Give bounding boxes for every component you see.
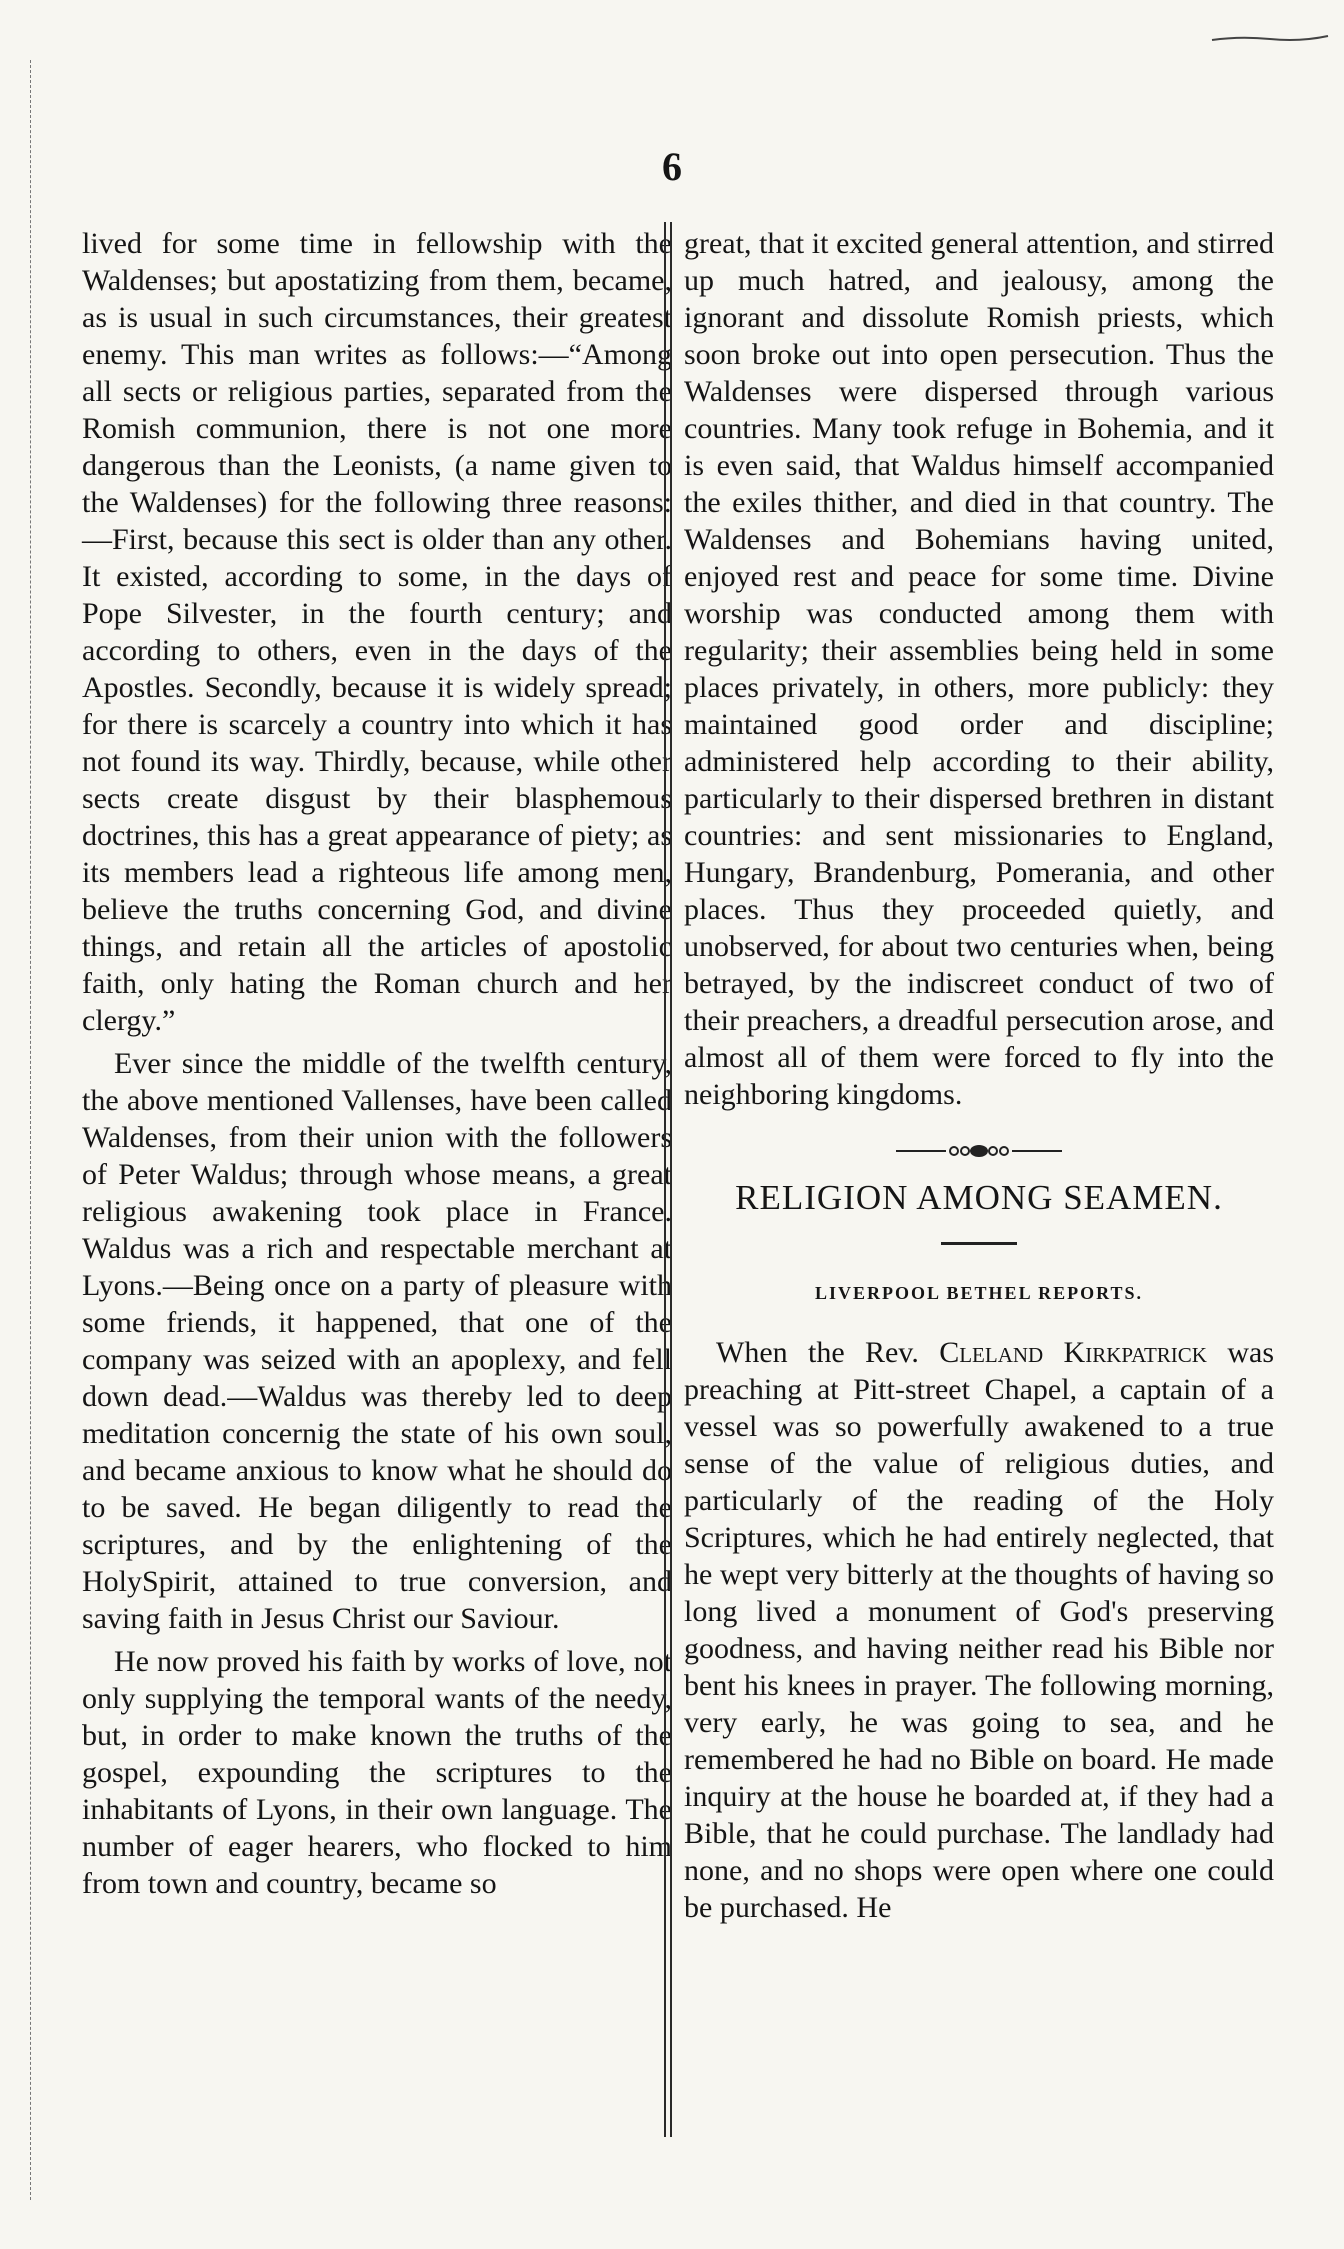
- right-column: [684, 225, 1274, 1926]
- paragraph: lived for some time in fellowship with the Waldenses; but apostatizing from them, became, as is usual in such circumstances, their greatest enemy. This man writes as follows:—“Among all sects or religious parties, separated from the Romish communion, there is not one more dangerous than the Leonists, (a name given to the Waldenses) for the following three reasons:—First, because this sect is older than any other. It existed, according to some, in the days of Pope Silvester, in the fourth century; and according to others, even in the days of the Apostles. Secondly, because it is widely spread; for there is scarcely a country into which it has not found its way. Thirdly, because, while other sects create disgust by their blasphemous doctrines, this has a great appearance of piety; as its members lead a righteous life among men, believe the truths concerning God, and divine things, and retain all the articles of apostolic faith, only hating the Roman church and her clergy.”: [82, 227, 672, 1037]
- article-text: When the Rev.: [716, 1336, 940, 1369]
- article-paragraph: [684, 1334, 1274, 1926]
- heading-rule: [941, 1242, 1017, 1245]
- preacher-name: Cleland Kirkpatrick: [939, 1336, 1207, 1369]
- column-divider: [664, 222, 666, 2137]
- section-heading: RELIGION AMONG SEAMEN.: [735, 1178, 1223, 1217]
- paragraph: great, that it excited general attention, and stirred up much hatred, and jealousy, among the ignorant and dissolute Romish priests, which soon broke out into open persecution. Thus the Waldenses were dispersed through various countries. Many took refuge in Bohemia, and it is even said, that Waldus himself accompanied the exiles thither, and died in that country. The Waldenses and Bohemians having united, enjoyed rest and peace for some time. Divine worship was conducted among them with regularity; their assemblies being held in some places privately, in others, more publicly: they maintained good order and discipline; administered help according to their ability, particularly to their dispersed brethren in distant countries: and sent missionaries to England, Hungary, Brandenburg, Pomerania, and other places. Thus they proceeded quietly, and unobserved, for about two centuries when, being betrayed, by the indiscreet conduct of two of their preachers, a dreadful persecution arose, and almost all of them were forced to fly into the neighboring kingdoms.: [684, 227, 1274, 1111]
- paragraph: Ever since the middle of the twelfth century, the above mentioned Vallenses, have been called Waldenses, from their union with the followers of Peter Waldus; through whose means, a great religious awakening took place in France. Waldus was a rich and respectable merchant at Lyons.—Being once on a party of pleasure with some friends, it happened, that one of the company was seized with an apoplexy, and fell down dead.—Waldus was thereby led to deep meditation concernig the state of his own soul, and became anxious to know what he should do to be saved. He began diligently to read the scriptures, and by the enlightening of the HolySpirit, attained to true conversion, and saving faith in Jesus Christ our Saviour.: [82, 1047, 672, 1635]
- page-number: 6: [662, 144, 682, 189]
- left-column: [82, 225, 672, 1902]
- ink-mark: [1210, 30, 1330, 46]
- paragraph: He now proved his faith by works of love, not only supplying the temporal wants of the needy, but, in order to make known the truths of the gospel, expounding the scriptures to the inhabitants of Lyons, in their own language. The number of eager hearers, who flocked to him from town and country, became so: [82, 1645, 672, 1900]
- column-divider: [670, 222, 672, 2137]
- ornament-divider: [894, 1141, 1064, 1161]
- article-text: was preaching at Pitt-street Chapel, a captain of a vessel was so powerfully awakened to a true sense of the value of religious duties, and particularly of the reading of the Holy Scriptures, which he had entirely neglected, that he wept very bitterly at the thoughts of having so long lived a monument of God's preserving goodness, and having neither read his Bible nor bent his knees in prayer. The following morning, very early, he was going to sea, and he remembered he had no Bible on board. He made inquiry at the house he boarded at, if they had a Bible, that he could purchase. The landlady had none, and no shops were open where one could be purchased. He: [684, 1336, 1274, 1924]
- article-subheading: LIVERPOOL BETHEL REPORTS.: [815, 1283, 1143, 1303]
- page-edge-line: [30, 60, 31, 2200]
